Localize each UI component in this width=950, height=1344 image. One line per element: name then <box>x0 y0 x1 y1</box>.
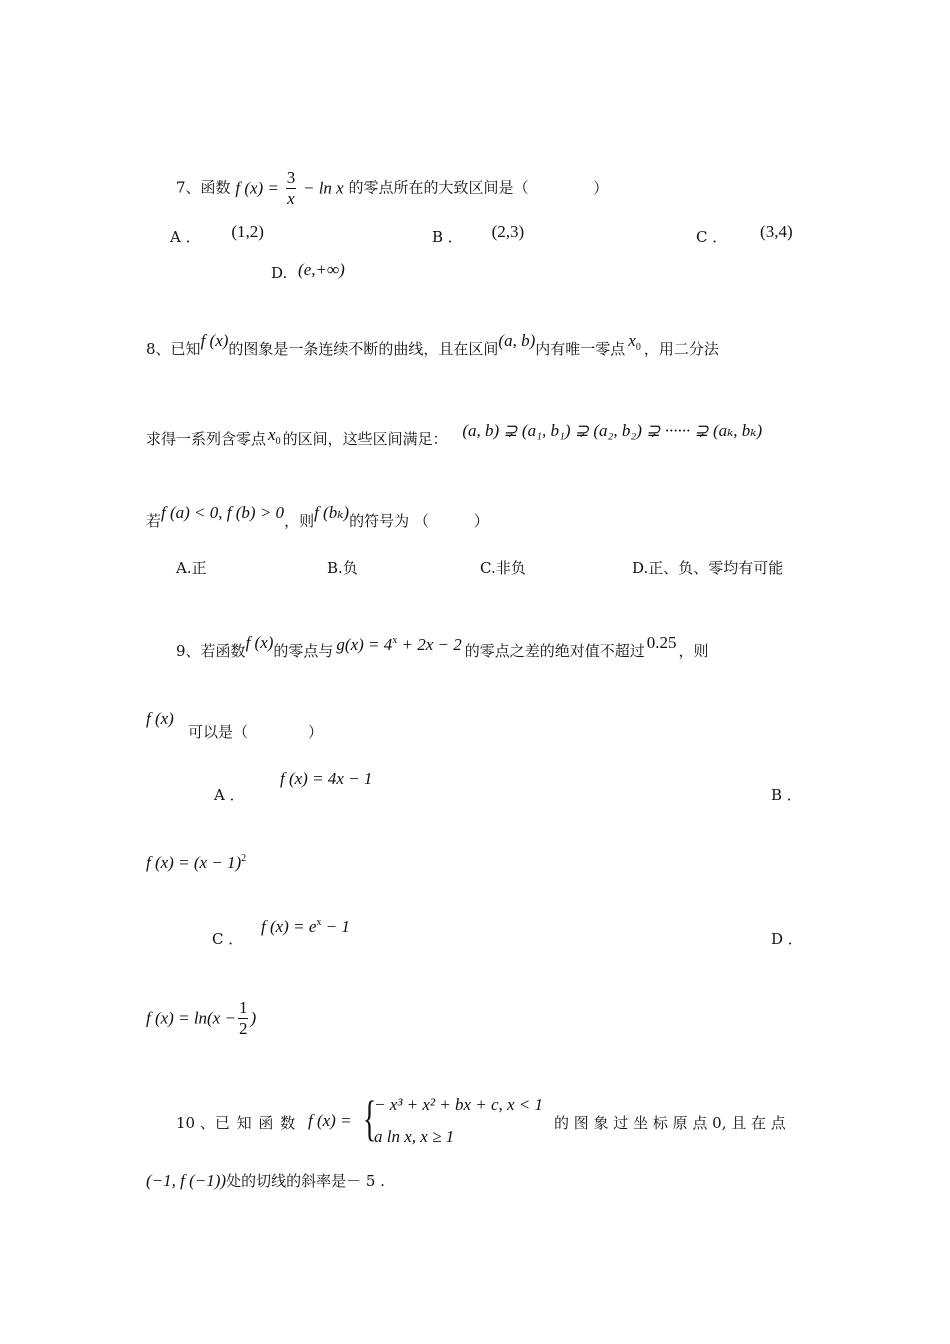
q8-line3-mid: ，则 <box>284 512 315 530</box>
q9-line2 <box>146 709 174 729</box>
q9-number: 9、 <box>176 642 201 660</box>
q10-number: 10 、 <box>176 1114 215 1132</box>
q9-line1 <box>176 633 709 660</box>
q7-option-a-label: A ． <box>170 228 201 246</box>
q7-option-d-label: D. <box>271 264 288 282</box>
q10-fx: f (x) = <box>308 1111 352 1130</box>
q10-brace: { <box>363 1090 377 1146</box>
q9-gx: $g(x) = 4^x + 2x - 2$ <box>336 635 462 654</box>
q7-number: 7、 <box>176 178 201 197</box>
q7-option-b-math: (2,3) <box>491 222 525 241</box>
q8-line3-tail: 的符号为 （ ） <box>349 512 489 530</box>
q10-number-lead <box>176 1116 296 1131</box>
q9-option-c-math: f $(x) = e^x - 1$ <box>261 917 350 936</box>
q8-option-a[interactable]: A.正 <box>176 559 207 577</box>
q8-interval-chain: (a, b) ⊋ (a₁, b₁) ⊋ (a₂, b₂) ⊋ ······ ⊋ (aₖ, bₖ) <box>462 421 763 440</box>
q9-text2: 的零点之差的绝对值不超过 <box>464 642 645 660</box>
q8-number: 8、 <box>146 340 171 358</box>
q7-lead: 函数 <box>200 178 231 197</box>
q8-interval: (a, b) <box>498 331 536 350</box>
q9-option-a-math: f (x) = 4x − 1 <box>280 769 373 788</box>
q10-text1: 的 图 象 过 坐 标 原 点 0, 且 在 点 <box>554 1114 786 1132</box>
q9-option-d-label[interactable]: D ． <box>771 930 803 948</box>
q7-option-c-math: (3,4) <box>760 222 793 241</box>
q7-option-c-label: C ． <box>696 228 728 246</box>
q9-line2-text: 可以是（ ） <box>188 723 324 741</box>
q7-func-right: − ln x <box>302 178 344 198</box>
q10-case2: a ln x, x ≥ 1 <box>374 1127 455 1146</box>
q8-line2 <box>146 421 763 451</box>
q7-frac-num: 3 <box>286 168 296 187</box>
q7-option-d-math: (e,+∞) <box>298 260 345 279</box>
q7-option-c[interactable] <box>696 222 793 246</box>
q8-line2-x0: $x_0$ <box>268 425 281 447</box>
q9-line2-fx: f (x) <box>146 709 174 728</box>
q8-text2: 内有唯一零点 <box>535 340 626 358</box>
q8-line2-tail: 的区间，这些区间满足： <box>282 430 448 448</box>
q8-lead: 已知 <box>170 340 201 358</box>
q8-line1 <box>146 331 719 361</box>
q8-condition: f (a) < 0, f (b) > 0 <box>161 503 285 522</box>
q7-option-b[interactable] <box>432 222 525 246</box>
q8-text3: ，用二分法 <box>643 340 719 358</box>
q7-option-a[interactable] <box>170 222 264 246</box>
q10-line2-math: (−1, f (−1)) <box>146 1171 227 1190</box>
q9-fx: f (x) <box>245 633 274 652</box>
q9-lead: 若函数 <box>200 642 246 660</box>
q7-tail: 的零点所在的大致区间是（ <box>348 178 529 197</box>
q8-line3 <box>146 503 489 530</box>
q8-option-c[interactable]: C.非负 <box>480 559 526 577</box>
q9-text1: 的零点与 <box>273 642 334 660</box>
q10-line2 <box>146 1172 385 1189</box>
q7-option-a-math: (1,2) <box>231 222 264 241</box>
q7-paren-close: ） <box>593 178 609 197</box>
q7-frac-den: x <box>287 188 295 208</box>
q10-case1: − x³ + x² + bx + c, x < 1 <box>374 1095 544 1114</box>
q8-option-b[interactable]: B.负 <box>327 559 358 577</box>
q8-fx: f (x) <box>200 331 229 350</box>
q9-value: 0.25 <box>646 633 677 652</box>
q10-lead: 已 知 函 数 <box>214 1114 297 1132</box>
q9-option-d-math: f (x) = ln(x − $\frac{1}{2}$ ) <box>146 998 257 1038</box>
q9-option-c-label[interactable]: C ． <box>212 930 244 948</box>
q7-option-b-label: B ． <box>432 228 463 246</box>
q7-fraction <box>286 168 297 208</box>
q7-stem <box>176 168 608 208</box>
q7-option-d[interactable] <box>271 260 345 282</box>
q8-fbk: f (bₖ) <box>314 503 350 522</box>
q8-line2-text: 求得一系列含零点 <box>146 430 267 448</box>
q10-line2-text: 处的切线的斜率是－ 5 . <box>226 1172 385 1190</box>
q8-text1: 的图象是一条连续不断的曲线，且在区间 <box>228 340 499 358</box>
q9-text3: ，则 <box>678 642 709 660</box>
q9-option-b-math: f $(x) = (x - 1)^2$ <box>146 853 247 872</box>
q8-line3-lead: 若 <box>146 512 162 530</box>
q9-option-a-label[interactable]: A ． <box>214 786 245 804</box>
q7-func-left: f (x) = <box>235 178 279 198</box>
q8-option-d[interactable]: D.正、负、零均有可能 <box>632 559 784 577</box>
q8-x0: $x_0$ <box>628 331 641 353</box>
q9-option-b-label[interactable]: B ． <box>771 786 802 804</box>
